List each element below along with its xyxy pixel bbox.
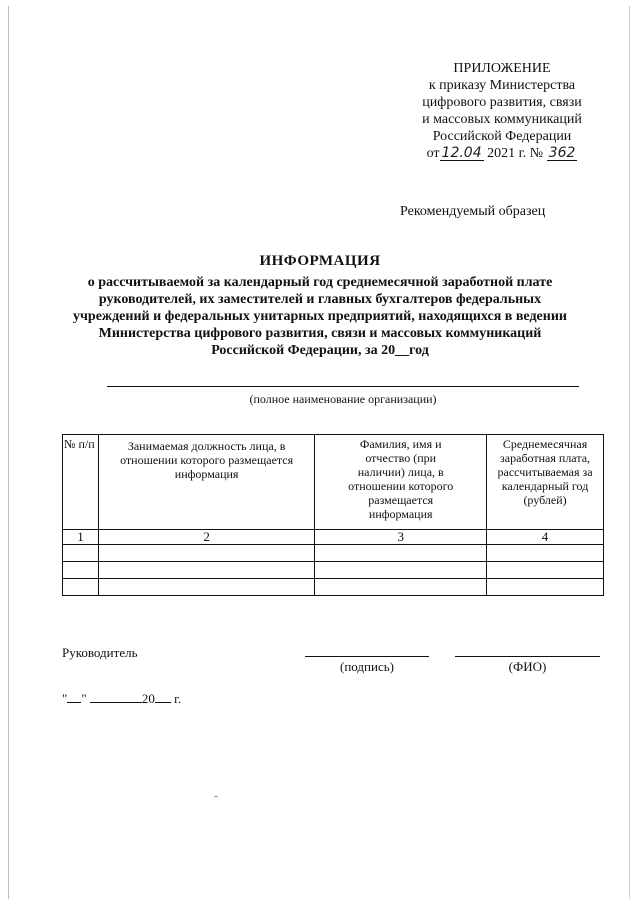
quote-close: " [81, 691, 87, 706]
table-cell[interactable] [98, 562, 314, 579]
signature-line[interactable] [305, 656, 429, 657]
title-main: ИНФОРМАЦИЯ [259, 253, 381, 269]
title-line: о рассчитываемой за календарный год среднемесячной заработной плате [87, 275, 553, 290]
table-row [63, 579, 604, 596]
table-header-row [63, 435, 604, 530]
quote-open: " [62, 691, 68, 706]
table-cell[interactable] [63, 579, 99, 596]
approval-block [392, 60, 612, 162]
information-table [62, 434, 604, 596]
year-suffix: г. [174, 691, 182, 706]
column-number: 2 [98, 530, 314, 545]
header-full-name-text: Фамилия, имя и отчество (при наличии) лица, в отношении которого размещается информация [348, 437, 454, 521]
handwritten-date: 12.04 [441, 145, 482, 161]
header-row-number: № п/п [63, 435, 99, 530]
sample-label: Рекомендуемый образец [400, 204, 546, 219]
column-number: 4 [487, 530, 604, 545]
header-position [98, 435, 314, 530]
table-cell[interactable] [487, 562, 604, 579]
date-prefix: от [426, 146, 440, 161]
table-row [63, 562, 604, 579]
handwritten-order-number: 362 [548, 145, 576, 161]
full-name-caption: (ФИО) [508, 659, 547, 674]
head-label: Руководитель [62, 645, 138, 660]
table-cell[interactable] [63, 545, 99, 562]
full-name-line[interactable] [455, 656, 600, 657]
year-prefix: 20 [141, 691, 155, 706]
year-number-label: 2021 г. № [487, 146, 544, 161]
column-number: 3 [315, 530, 487, 545]
header-position-text: Занимаемая должность лица, в отношении которого размещается информация [120, 439, 294, 481]
approval-line: Российской Федерации [432, 129, 572, 144]
approval-line: цифрового развития, связи [422, 95, 582, 110]
table-cell[interactable] [63, 562, 99, 579]
organization-name-line [107, 386, 579, 387]
title-line: Российской Федерации, за 20__год [211, 343, 429, 358]
header-full-name [315, 435, 487, 530]
title-line: Министерства цифрового развития, связи и массовых коммуникаций [98, 326, 542, 341]
approval-date-line [392, 145, 612, 162]
title-line: руководителей, их заместителей и главных бухгалтеров федеральных [98, 292, 542, 307]
header-average-salary-text: Среднемесячная заработная плата, рассчитываемая за календарный год (рублей) [497, 437, 593, 507]
table-row [63, 545, 604, 562]
table-cell[interactable] [98, 545, 314, 562]
table-cell[interactable] [315, 579, 487, 596]
header-average-salary [487, 435, 604, 530]
scan-speck [214, 796, 218, 797]
approval-title: ПРИЛОЖЕНИЕ [453, 61, 551, 76]
table-cell[interactable] [315, 562, 487, 579]
table-cell[interactable] [487, 545, 604, 562]
signature-caption: (подпись) [340, 659, 394, 674]
table-number-row [63, 530, 604, 545]
column-number: 1 [63, 530, 99, 545]
title-line: учреждений и федеральных унитарных предприятий, находящихся в ведении [73, 309, 567, 324]
date-fill-line [62, 690, 181, 707]
table-cell[interactable] [315, 545, 487, 562]
approval-line: и массовых коммуникаций [422, 112, 582, 127]
document-title [70, 253, 570, 359]
organization-caption: (полное наименование организации) [249, 392, 437, 406]
month-blank[interactable] [90, 690, 142, 703]
table-cell[interactable] [98, 579, 314, 596]
table-cell[interactable] [487, 579, 604, 596]
approval-line: к приказу Министерства [428, 78, 576, 93]
year-blank[interactable] [155, 690, 171, 703]
day-blank[interactable] [67, 690, 81, 703]
